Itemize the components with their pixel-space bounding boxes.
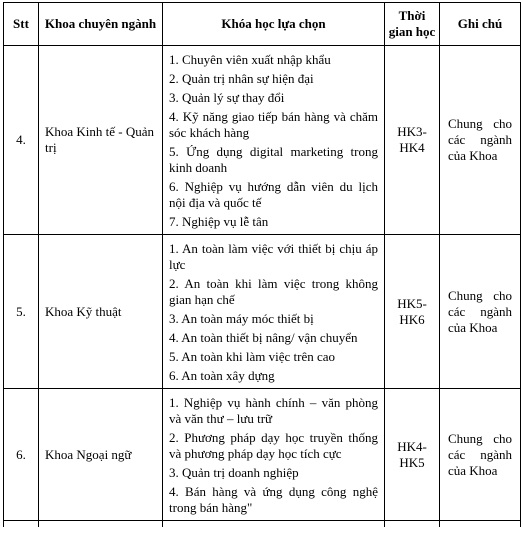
table-row <box>4 235 521 389</box>
table-row <box>4 46 521 235</box>
header-khoa: Khoa chuyên ngành <box>39 3 163 46</box>
row-courses <box>163 235 385 389</box>
header-row <box>4 3 521 46</box>
cut-cell <box>163 521 385 528</box>
cut-cell <box>39 521 163 528</box>
cut-cell <box>440 521 521 528</box>
course-item: 4. An toàn thiết bị nâng/ vận chuyển <box>169 330 358 345</box>
header-note: Ghi chú <box>440 3 521 46</box>
row-note: Chung cho các ngành của Khoa <box>440 389 521 521</box>
course-item: 5. Ứng dụng digital marketing trong kinh doanh <box>169 144 378 175</box>
row-khoa: Khoa Kinh tế - Quản trị <box>39 46 163 235</box>
course-item: 4. Kỹ năng giao tiếp bán hàng và chăm sóc khách hàng <box>169 109 378 140</box>
course-item: 3. An toàn máy móc thiết bị <box>169 311 314 326</box>
course-item: 1. Nghiệp vụ hành chính – văn phòng và văn thư – lưu trữ <box>169 395 378 426</box>
course-item: 1. An toàn làm việc với thiết bị chịu áp lực <box>169 241 378 272</box>
row-stt: 4. <box>4 46 39 235</box>
row-note: Chung cho các ngành của Khoa <box>440 235 521 389</box>
cut-cell <box>4 521 39 528</box>
course-item: 2. Phương pháp dạy học truyền thống và phương pháp dạy học tích cực <box>169 430 378 461</box>
row-stt: 5. <box>4 235 39 389</box>
course-item: 1. Chuyên viên xuất nhập khẩu <box>169 52 331 67</box>
row-courses <box>163 389 385 521</box>
course-item: 7. Nghiệp vụ lễ tân <box>169 214 269 229</box>
table-row <box>4 389 521 521</box>
table-cut-row <box>4 521 521 528</box>
course-item: 5. An toàn khi làm việc trên cao <box>169 349 336 364</box>
row-khoa: Khoa Kỹ thuật <box>39 235 163 389</box>
header-time: Thời gian học <box>385 3 440 46</box>
row-stt: 6. <box>4 389 39 521</box>
row-time: HK4-HK5 <box>385 389 440 521</box>
header-stt: Stt <box>4 3 39 46</box>
course-item: 3. Quản lý sự thay đổi <box>169 90 285 105</box>
course-item: 6. An toàn xây dựng <box>169 368 275 383</box>
course-item: 2. An toàn khi làm việc trong không gian hạn chế <box>169 276 378 307</box>
row-time: HK3-HK4 <box>385 46 440 235</box>
row-note: Chung cho các ngành của Khoa <box>440 46 521 235</box>
row-time: HK5-HK6 <box>385 235 440 389</box>
course-item: 4. Bán hàng và ứng dụng công nghệ trong bán hàng" <box>169 484 378 515</box>
course-item: 2. Quản trị nhân sự hiện đại <box>169 71 314 86</box>
header-courses: Khóa học lựa chọn <box>163 3 385 46</box>
course-item: 6. Nghiệp vụ hướng dẫn viên du lịch nội địa và quốc tế <box>169 179 378 210</box>
cut-cell <box>385 521 440 528</box>
course-item: 3. Quản trị doanh nghiệp <box>169 465 299 480</box>
course-table <box>3 2 521 527</box>
row-khoa: Khoa Ngoại ngữ <box>39 389 163 521</box>
row-courses <box>163 46 385 235</box>
